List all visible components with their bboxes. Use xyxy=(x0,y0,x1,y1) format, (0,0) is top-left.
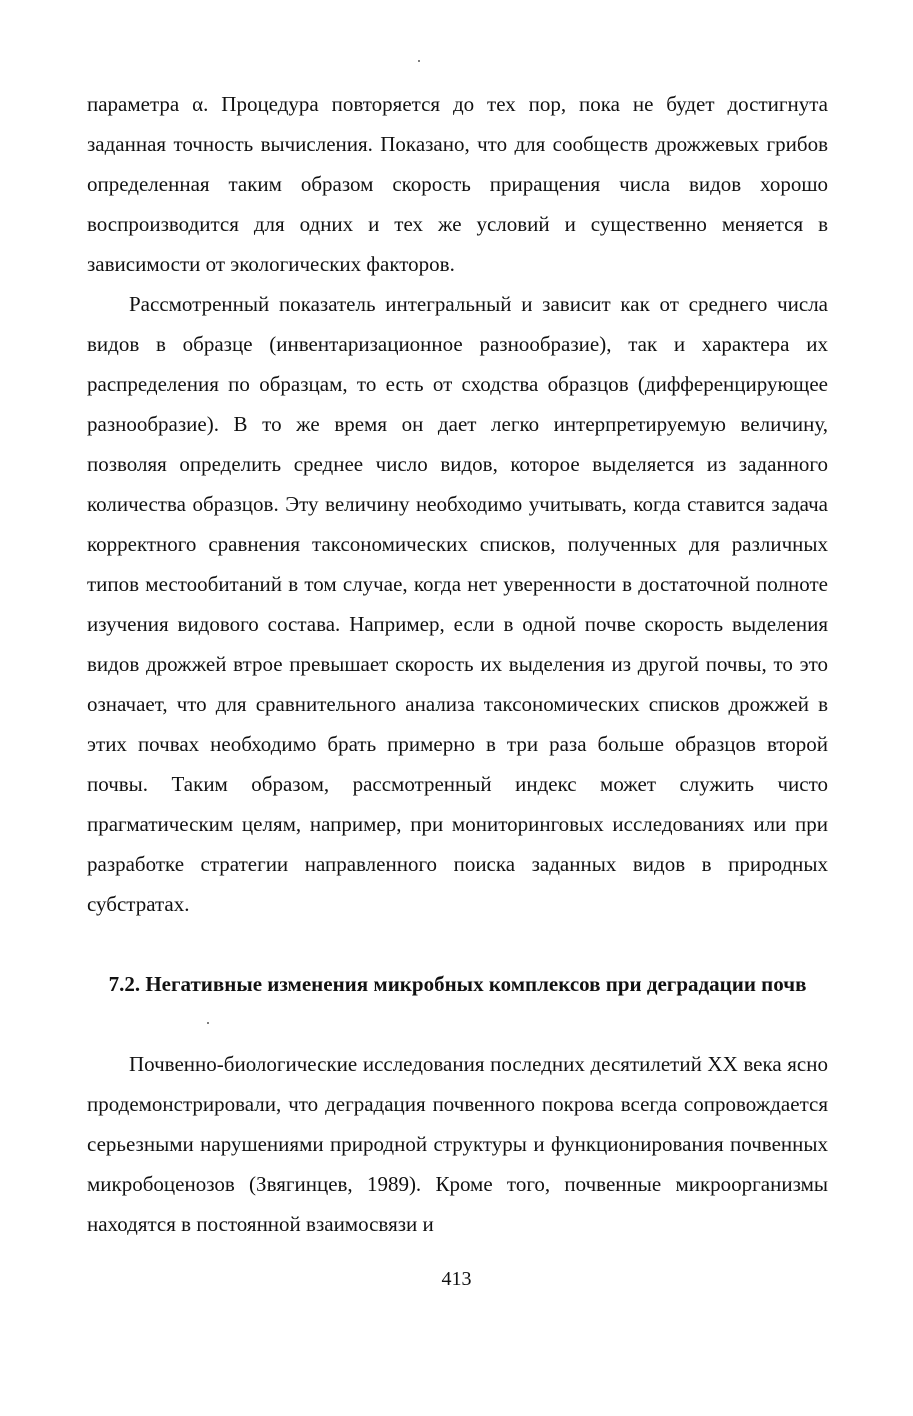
page-number: 413 xyxy=(441,1268,472,1290)
scan-speck xyxy=(207,1022,209,1024)
scan-speck xyxy=(418,60,420,62)
paragraph-1: параметра α. Процедура повторяется до тех пор, пока не будет достигнута заданная точность вычисления. Показано, что для сообществ дрожжевых грибов определенная таким образом скорость приращения числа видов хорошо воспроизводится для одних и тех же условий и существенно меняется в зависимости от экологических факторов. xyxy=(87,92,828,276)
paragraph-3: Почвенно-биологические исследования последних десятилетий XX века ясно продемонстрировали, что деградация почвенного покрова всегда сопровождается серьезными нарушениями природной структуры и функционирования почвенных микробоценозов (Звягинцев, 1989). Кроме того, почвенные микроорганизмы находятся в постоянной взаимосвязи и xyxy=(87,1052,828,1236)
section-heading: 7.2. Негативные изменения микробных комплексов при деградации почв xyxy=(108,972,807,996)
paragraph-2: Рассмотренный показатель интегральный и зависит как от среднего числа видов в образце (инвентаризационное разнообразие), так и характера их распределения по образцам, то есть от сходства образцов (дифференцирующее разнообразие). В то же время он дает легко интерпретируемую величину, позволяя определить среднее число видов, которое выделяется из заданного количества образцов. Эту величину необходимо учитывать, когда ставится задача корректного сравнения таксономических списков, полученных для различных типов местообитаний в том случае, когда нет уверенности в достаточной полноте изучения видового состава. Например, если в одной почве скорость выделения видов дрожжей втрое превышает скорость их выделения из другой почвы, то это означает, что для сравнительного анализа таксономических списков дрожжей в этих почвах необходимо брать примерно в три раза больше образцов второй почвы. Таким образом, рассмотренный индекс может служить чисто прагматическим целям, например, при мониторинговых исследованиях или при разработке стратегии направленного поиска заданных видов в природных субстратах. xyxy=(87,292,828,916)
